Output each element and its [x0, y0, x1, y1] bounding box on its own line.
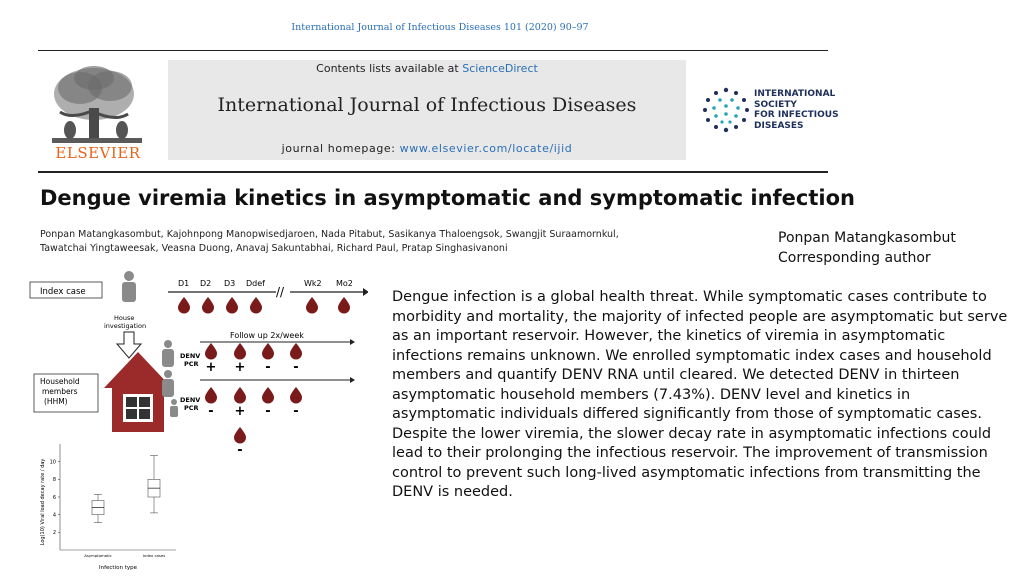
follow-up-label: Follow up 2x/week [230, 331, 304, 340]
y-tick-label: 6 [52, 494, 56, 501]
y-tick-label: 8 [52, 477, 56, 484]
contents-prefix: Contents lists available at [316, 62, 463, 75]
society-line: INTERNATIONAL [754, 89, 836, 99]
house-investigation-label: House [114, 314, 135, 322]
pcr-result: - [293, 360, 299, 375]
decay-rate-boxplot [36, 440, 186, 574]
pcr-result: - [208, 404, 214, 419]
timepoint-label: Mo2 [336, 279, 353, 288]
pcr-result: + [205, 360, 217, 375]
study-design-figure [28, 270, 368, 462]
journal-banner [168, 60, 686, 160]
timepoint-label: D3 [224, 279, 236, 288]
isid-society-name [754, 89, 839, 131]
journal-reference: International Journal of Infectious Diseases 101 (2020) 90–97 [291, 22, 589, 33]
denv-pcr-label: PCR [184, 360, 199, 368]
paper-title: Dengue viremia kinetics in asymptomatic and symptomatic infection [40, 186, 855, 210]
homepage-line [168, 142, 686, 155]
abstract-text: Dengue infection is a global health threat. While symptomatic cases contribute to morbidity and mortality, the majority of infected people are asymptomatic but serve as an important reservoir. However, the kinetics of viremia in asymptomatic infections remains unknown. We enrolled symptomatic index cases and household members and quantify DENV RNA until cleared. We detected DENV in thirteen asymptomatic household members (7.43%). DENV level and kinetics in asymptomatic individuals differed significantly from those of symptomatic cases. Despite the lower viremia, the slower decay rate in asymptomatic infections could lead to their prolonging the infectious reservoir. The improvement of transmission control to prevent such long-lived asymptomatic infections from transmitting the DENV is needed. [392, 289, 1008, 500]
x-tick-label: Index cases [142, 553, 166, 558]
pcr-result: - [237, 443, 243, 458]
household-label: members [42, 387, 78, 396]
pcr-result: + [234, 404, 246, 419]
timepoint-label: D2 [200, 279, 212, 288]
elsevier-wordmark: ELSEVIER [55, 144, 141, 162]
y-axis-label: Log(10) Viral load decay rate / day [40, 458, 46, 546]
household-label: (HHM) [44, 397, 68, 406]
authors-line-2: Tawatchai Yingtaweesak, Veasna Duong, Anavaj Sakuntabhai, Richard Paul, Pratap Singhasivanoni [40, 242, 508, 254]
household-label: Household [40, 377, 80, 386]
x-tick-label: Asymptomatic [84, 553, 112, 558]
society-line: FOR INFECTIOUS [754, 110, 839, 120]
blood-drop-row-1 [205, 343, 302, 360]
box-asymptomatic [92, 494, 104, 522]
pcr-result: - [293, 404, 299, 419]
blood-drop-row-3 [234, 427, 246, 444]
index-case-label: Index case [40, 287, 86, 297]
timepoint-label: D1 [178, 279, 190, 288]
society-line: SOCIETY [754, 99, 797, 110]
corresponding-author [778, 228, 956, 268]
corresponding-role: Corresponding author [778, 250, 931, 266]
house-investigation-label: investigation [104, 322, 147, 330]
house-icon [104, 352, 172, 432]
pcr-result: - [265, 404, 271, 419]
author-list [40, 228, 740, 255]
denv-pcr-label: DENV [180, 396, 201, 404]
contents-line [168, 62, 686, 75]
pcr-result: + [234, 360, 246, 375]
x-axis-label: Infection type [98, 565, 138, 571]
authors-line-1: Ponpan Matangkasombut, Kajohnpong Manopwisedjaroen, Nada Pitabut, Sasikanya Thaloengsok, Swangjit Suraamornkul, [40, 229, 619, 240]
y-tick-label: 2 [52, 530, 56, 537]
blood-drop-row-index [178, 297, 350, 314]
header-rule-bottom [38, 171, 828, 173]
index-person-icon [122, 271, 136, 302]
society-line: DISEASES [754, 120, 804, 131]
box-index-cases [148, 455, 160, 512]
blood-drop-row-2 [205, 387, 302, 404]
denv-pcr-label: PCR [184, 404, 199, 412]
header-rule-top [38, 50, 828, 51]
y-tick-label: 10 [49, 459, 56, 466]
sciencedirect-link[interactable]: ScienceDirect [462, 62, 538, 75]
journal-title: International Journal of Infectious Diseases [217, 94, 637, 116]
timepoint-label: Ddef [246, 279, 265, 288]
isid-globe-icon [700, 86, 752, 134]
timepoint-label: Wk2 [304, 279, 322, 288]
homepage-link[interactable]: www.elsevier.com/locate/ijid [399, 142, 573, 155]
corresponding-name: Ponpan Matangkasombut [778, 230, 956, 246]
denv-pcr-label: DENV [180, 352, 201, 360]
svg-text://: // [276, 285, 285, 299]
y-tick-label: 4 [52, 512, 56, 519]
household-person-icons [162, 340, 178, 417]
homepage-prefix: journal homepage: [281, 142, 400, 155]
pcr-result: - [265, 360, 271, 375]
